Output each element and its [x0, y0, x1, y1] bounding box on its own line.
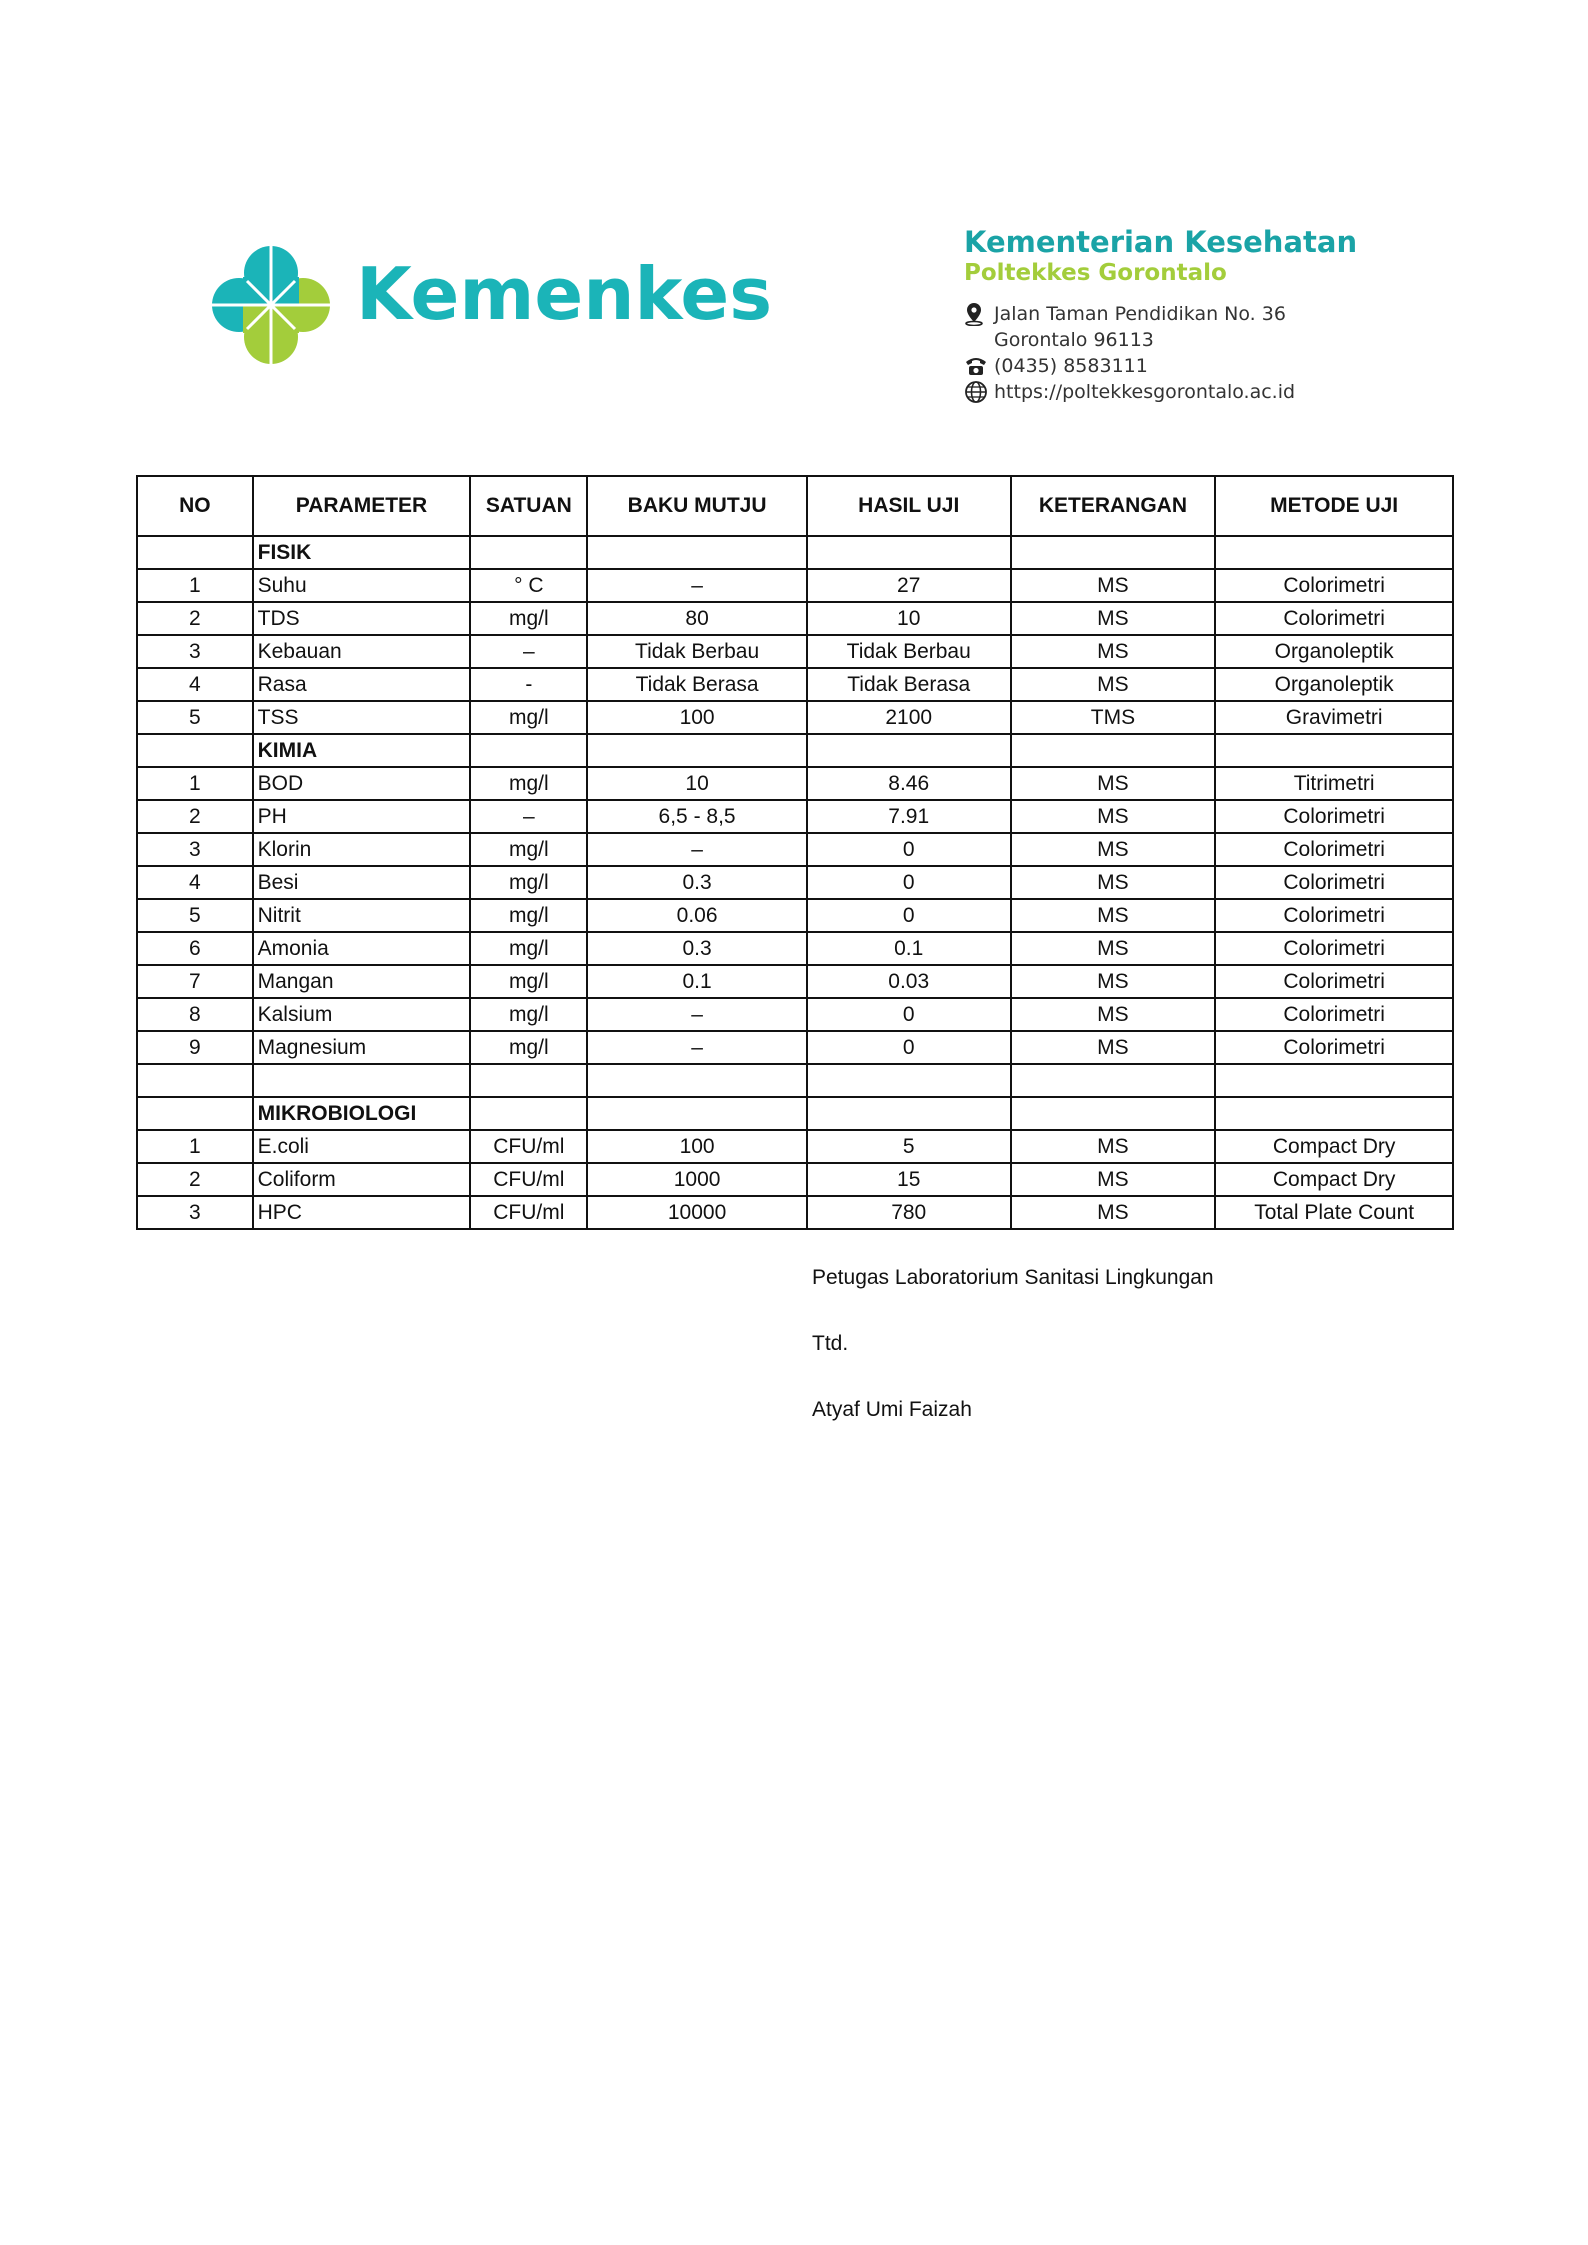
- brand-wordmark: Kemenkes: [356, 252, 773, 336]
- row-number: 2: [137, 800, 253, 833]
- unit: CFU/ml: [470, 1163, 587, 1196]
- globe-icon: [964, 379, 994, 405]
- test-result: 10: [807, 602, 1011, 635]
- test-method: Organoleptik: [1215, 668, 1453, 701]
- test-result: 0: [807, 1031, 1011, 1064]
- org-title: Kementerian Kesehatan: [964, 225, 1358, 259]
- parameter-name: Rasa: [253, 668, 471, 701]
- parameter-name: TSS: [253, 701, 471, 734]
- kemenkes-logo-icon: [206, 240, 336, 370]
- test-result: 15: [807, 1163, 1011, 1196]
- test-method: Gravimetri: [1215, 701, 1453, 734]
- column-header: NO: [137, 476, 253, 536]
- section-title: FISIK: [253, 536, 471, 569]
- test-result: 0: [807, 866, 1011, 899]
- unit: -: [470, 668, 587, 701]
- row-number: 1: [137, 767, 253, 800]
- row-number: 3: [137, 1196, 253, 1229]
- table-row: [137, 899, 1453, 932]
- row-number: 5: [137, 701, 253, 734]
- remark: MS: [1011, 1196, 1216, 1229]
- unit: mg/l: [470, 701, 587, 734]
- test-method: Colorimetri: [1215, 833, 1453, 866]
- quality-standard: 10: [587, 767, 807, 800]
- unit: –: [470, 635, 587, 668]
- table-row: [137, 602, 1453, 635]
- row-number: 9: [137, 1031, 253, 1064]
- test-method: Titrimetri: [1215, 767, 1453, 800]
- column-header: METODE UJI: [1215, 476, 1453, 536]
- row-number: 1: [137, 1130, 253, 1163]
- test-result: Tidak Berbau: [807, 635, 1011, 668]
- test-result: 2100: [807, 701, 1011, 734]
- empty-cell: [587, 536, 807, 569]
- quality-standard: –: [587, 998, 807, 1031]
- parameter-name: Coliform: [253, 1163, 471, 1196]
- table-row: [137, 800, 1453, 833]
- parameter-name: BOD: [253, 767, 471, 800]
- parameter-name: PH: [253, 800, 471, 833]
- section-row: [137, 1097, 1453, 1130]
- unit: mg/l: [470, 1031, 587, 1064]
- test-method: Compact Dry: [1215, 1163, 1453, 1196]
- remark: MS: [1011, 1130, 1216, 1163]
- parameter-name: Kalsium: [253, 998, 471, 1031]
- address-line-1: Jalan Taman Pendidikan No. 36: [994, 303, 1286, 326]
- quality-standard: –: [587, 1031, 807, 1064]
- table-row: [137, 701, 1453, 734]
- empty-cell: [470, 1064, 587, 1097]
- test-result: 0: [807, 998, 1011, 1031]
- quality-standard: 100: [587, 1130, 807, 1163]
- remark: MS: [1011, 668, 1216, 701]
- org-subtitle: Poltekkes Gorontalo: [964, 260, 1227, 287]
- test-result: Tidak Berasa: [807, 668, 1011, 701]
- table-row: [137, 635, 1453, 668]
- test-method: Colorimetri: [1215, 998, 1453, 1031]
- quality-standard: 10000: [587, 1196, 807, 1229]
- row-number: 3: [137, 635, 253, 668]
- table-row: [137, 569, 1453, 602]
- section-row: [137, 734, 1453, 767]
- test-result: 0: [807, 899, 1011, 932]
- phone-icon: [964, 353, 994, 379]
- remark: MS: [1011, 569, 1216, 602]
- parameter-name: Kebauan: [253, 635, 471, 668]
- empty-cell: [1011, 1064, 1216, 1097]
- test-method: Colorimetri: [1215, 569, 1453, 602]
- empty-cell: [137, 734, 253, 767]
- remark: MS: [1011, 1031, 1216, 1064]
- unit: mg/l: [470, 767, 587, 800]
- website-link[interactable]: https://poltekkesgorontalo.ac.id: [994, 381, 1296, 404]
- table-row: [137, 866, 1453, 899]
- remark: MS: [1011, 866, 1216, 899]
- column-header: SATUAN: [470, 476, 587, 536]
- unit: mg/l: [470, 833, 587, 866]
- officer-name: Atyaf Umi Faizah: [812, 1398, 972, 1421]
- phone-number: (0435) 8583111: [994, 355, 1148, 378]
- unit: mg/l: [470, 932, 587, 965]
- parameter-name: Amonia: [253, 932, 471, 965]
- test-method: Colorimetri: [1215, 899, 1453, 932]
- test-method: Colorimetri: [1215, 932, 1453, 965]
- empty-cell: [470, 536, 587, 569]
- quality-standard: 80: [587, 602, 807, 635]
- column-header: PARAMETER: [253, 476, 471, 536]
- table-row: [137, 1163, 1453, 1196]
- remark: MS: [1011, 1163, 1216, 1196]
- test-method: Colorimetri: [1215, 1031, 1453, 1064]
- quality-standard: –: [587, 569, 807, 602]
- table-row: [137, 668, 1453, 701]
- test-result: 8.46: [807, 767, 1011, 800]
- table-row: [137, 1031, 1453, 1064]
- section-row: [137, 536, 1453, 569]
- row-number: 1: [137, 569, 253, 602]
- row-number: 2: [137, 602, 253, 635]
- row-number: 3: [137, 833, 253, 866]
- parameter-name: Besi: [253, 866, 471, 899]
- location-pin-icon: [964, 301, 994, 327]
- table-row: [137, 965, 1453, 998]
- remark: MS: [1011, 767, 1216, 800]
- table-row: [137, 932, 1453, 965]
- parameter-name: Klorin: [253, 833, 471, 866]
- parameter-name: Suhu: [253, 569, 471, 602]
- row-number: 4: [137, 866, 253, 899]
- empty-cell: [1215, 1097, 1453, 1130]
- officer-title: Petugas Laboratorium Sanitasi Lingkungan: [812, 1266, 1214, 1289]
- unit: CFU/ml: [470, 1130, 587, 1163]
- test-result: 0.1: [807, 932, 1011, 965]
- table-row: [137, 1130, 1453, 1163]
- unit: mg/l: [470, 602, 587, 635]
- unit: mg/l: [470, 998, 587, 1031]
- parameter-name: Mangan: [253, 965, 471, 998]
- org-info: [964, 226, 1357, 405]
- empty-cell: [587, 1064, 807, 1097]
- test-result: 7.91: [807, 800, 1011, 833]
- remark: MS: [1011, 602, 1216, 635]
- row-number: 2: [137, 1163, 253, 1196]
- signed-mark: Ttd.: [812, 1332, 849, 1355]
- test-result: 0.03: [807, 965, 1011, 998]
- table-row: [137, 833, 1453, 866]
- section-title: KIMIA: [253, 734, 471, 767]
- empty-cell: [1215, 1064, 1453, 1097]
- empty-cell: [253, 1064, 471, 1097]
- quality-standard: 0.3: [587, 866, 807, 899]
- row-number: 8: [137, 998, 253, 1031]
- empty-cell: [807, 1097, 1011, 1130]
- test-result: 780: [807, 1196, 1011, 1229]
- test-result: 0: [807, 833, 1011, 866]
- remark: MS: [1011, 932, 1216, 965]
- empty-cell: [1215, 536, 1453, 569]
- row-number: 6: [137, 932, 253, 965]
- empty-cell: [1215, 734, 1453, 767]
- empty-cell: [1011, 1097, 1216, 1130]
- empty-cell: [137, 1064, 253, 1097]
- quality-standard: 6,5 - 8,5: [587, 800, 807, 833]
- blank-row: [137, 1064, 1453, 1097]
- column-header: BAKU MUTJU: [587, 476, 807, 536]
- table-row: [137, 767, 1453, 800]
- remark: MS: [1011, 833, 1216, 866]
- empty-cell: [470, 734, 587, 767]
- table-body: [137, 536, 1453, 1229]
- quality-standard: 0.1: [587, 965, 807, 998]
- unit: –: [470, 800, 587, 833]
- empty-cell: [1011, 536, 1216, 569]
- quality-standard: 1000: [587, 1163, 807, 1196]
- row-number: 4: [137, 668, 253, 701]
- unit: mg/l: [470, 866, 587, 899]
- row-number: 7: [137, 965, 253, 998]
- remark: MS: [1011, 965, 1216, 998]
- empty-cell: [470, 1097, 587, 1130]
- parameter-name: HPC: [253, 1196, 471, 1229]
- table-header-row: [137, 476, 1453, 536]
- column-header: KETERANGAN: [1011, 476, 1216, 536]
- parameter-name: Magnesium: [253, 1031, 471, 1064]
- address: [964, 301, 1357, 353]
- section-title: MIKROBIOLOGI: [253, 1097, 471, 1130]
- parameter-name: E.coli: [253, 1130, 471, 1163]
- column-header: HASIL UJI: [807, 476, 1011, 536]
- empty-cell: [587, 1097, 807, 1130]
- row-number: 5: [137, 899, 253, 932]
- test-method: Colorimetri: [1215, 866, 1453, 899]
- quality-standard: 0.3: [587, 932, 807, 965]
- table-row: [137, 1196, 1453, 1229]
- quality-standard: –: [587, 833, 807, 866]
- unit: ° C: [470, 569, 587, 602]
- quality-standard: Tidak Berbau: [587, 635, 807, 668]
- remark: TMS: [1011, 701, 1216, 734]
- test-result: 27: [807, 569, 1011, 602]
- empty-cell: [807, 1064, 1011, 1097]
- empty-cell: [587, 734, 807, 767]
- empty-cell: [137, 1097, 253, 1130]
- test-method: Colorimetri: [1215, 602, 1453, 635]
- test-method: Colorimetri: [1215, 965, 1453, 998]
- test-method: Total Plate Count: [1215, 1196, 1453, 1229]
- quality-standard: 0.06: [587, 899, 807, 932]
- remark: MS: [1011, 899, 1216, 932]
- address-line-2: Gorontalo 96113: [994, 329, 1154, 352]
- quality-standard: 100: [587, 701, 807, 734]
- test-method: Colorimetri: [1215, 800, 1453, 833]
- test-result: 5: [807, 1130, 1011, 1163]
- lab-results-table: [136, 475, 1454, 1230]
- parameter-name: Nitrit: [253, 899, 471, 932]
- unit: mg/l: [470, 899, 587, 932]
- unit: mg/l: [470, 965, 587, 998]
- remark: MS: [1011, 800, 1216, 833]
- empty-cell: [1011, 734, 1216, 767]
- empty-cell: [807, 536, 1011, 569]
- website: [964, 379, 1357, 405]
- empty-cell: [137, 536, 253, 569]
- remark: MS: [1011, 998, 1216, 1031]
- table-row: [137, 998, 1453, 1031]
- test-method: Compact Dry: [1215, 1130, 1453, 1163]
- test-method: Organoleptik: [1215, 635, 1453, 668]
- unit: CFU/ml: [470, 1196, 587, 1229]
- empty-cell: [807, 734, 1011, 767]
- quality-standard: Tidak Berasa: [587, 668, 807, 701]
- remark: MS: [1011, 635, 1216, 668]
- phone: [964, 353, 1357, 379]
- parameter-name: TDS: [253, 602, 471, 635]
